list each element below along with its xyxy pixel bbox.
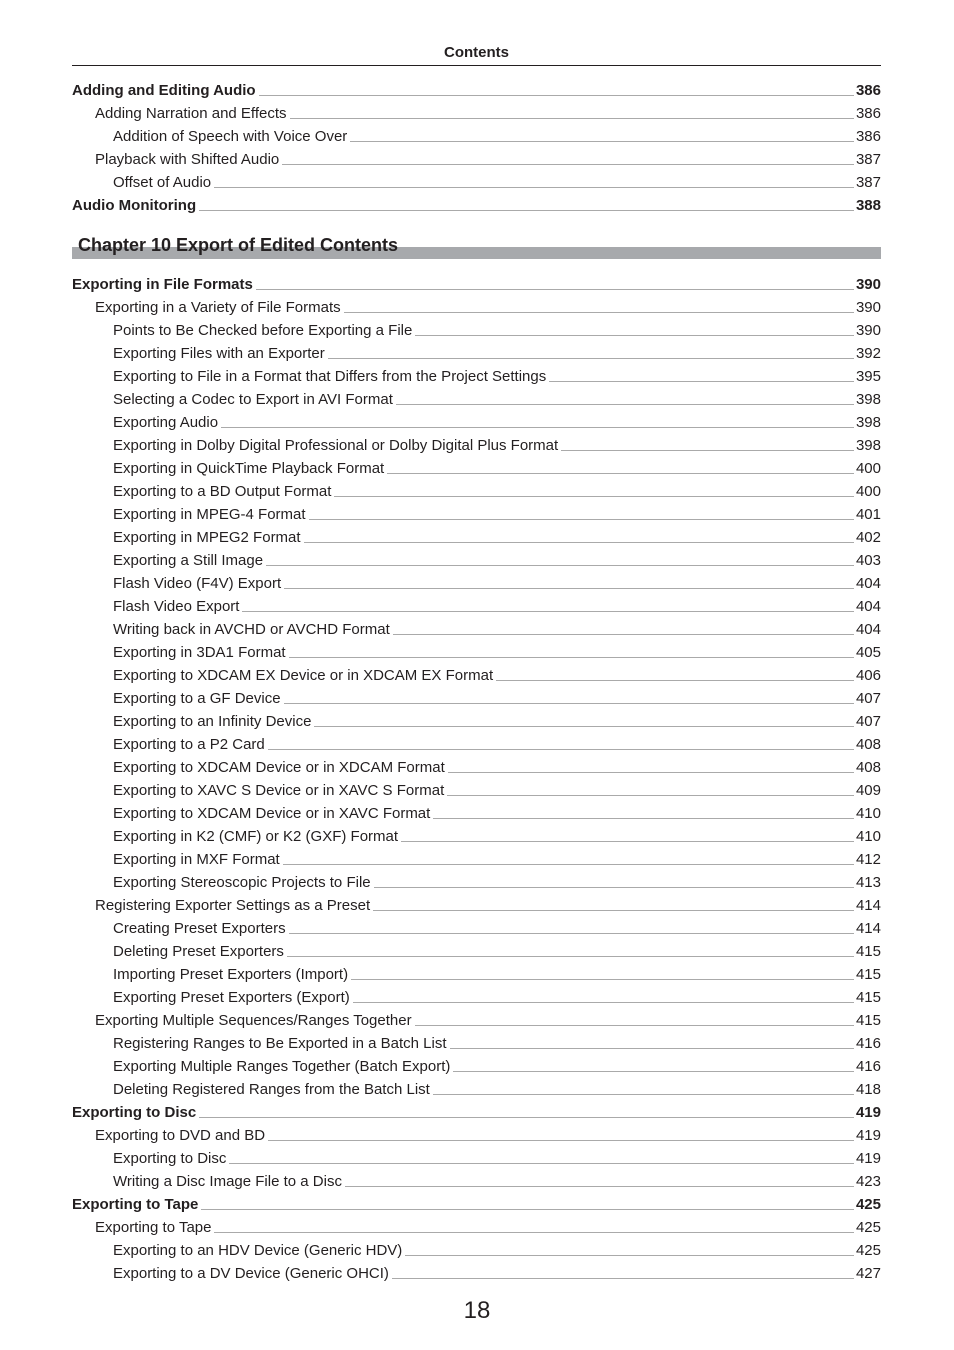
toc-entry[interactable] [72,1053,881,1076]
toc-entry[interactable] [72,317,881,340]
toc-entry[interactable] [72,77,881,100]
toc-entry[interactable] [72,501,881,524]
toc-entry-page: 398 [855,437,881,454]
toc-entry[interactable] [72,685,881,708]
dot-leader [289,657,854,658]
dot-leader [350,141,854,142]
toc-entry-title: Deleting Preset Exporters [113,943,284,960]
dot-leader [393,634,854,635]
toc-entry-title: Importing Preset Exporters (Import) [113,966,349,983]
toc-entry[interactable] [72,984,881,1007]
toc-entry-title: Exporting to XDCAM Device or in XAVC Format [113,805,431,822]
toc-entry[interactable] [72,731,881,754]
toc-entry[interactable] [72,146,881,169]
toc-entry[interactable] [72,708,881,731]
chapter-title: Chapter 10 Export of Edited Contents [78,235,399,255]
toc-entry-page: 388 [855,197,881,214]
dot-leader [214,187,854,188]
dot-leader [496,680,854,681]
toc-entry[interactable] [72,1076,881,1099]
toc-entry[interactable] [72,938,881,961]
dot-leader [396,404,854,405]
toc-entry-title: Exporting in MXF Format [113,851,280,868]
dot-leader [405,1255,854,1256]
header-title: Contents [444,44,509,61]
dot-leader [351,979,854,980]
toc-entry-title: Exporting in K2 (CMF) or K2 (GXF) Format [113,828,399,845]
toc-entry-title: Exporting Audio [113,414,219,431]
toc-entry-title: Exporting to XDCAM Device or in XDCAM Format [113,759,445,776]
toc-entry[interactable] [72,363,881,386]
toc-entry[interactable] [72,547,881,570]
dot-leader [221,427,854,428]
toc-section-audio [72,77,881,215]
toc-entry[interactable] [72,1145,881,1168]
toc-section-export [72,271,881,1283]
dot-leader [283,864,854,865]
toc-entry[interactable] [72,169,881,192]
toc-entry-title: Exporting Stereoscopic Projects to File [113,874,371,891]
dot-leader [284,703,854,704]
dot-leader [201,1209,854,1210]
toc-entry[interactable] [72,616,881,639]
dot-leader [309,519,854,520]
toc-entry-title: Exporting to Disc [113,1150,227,1167]
toc-entry-title: Points to Be Checked before Exporting a File [113,322,413,339]
toc-entry-title: Exporting to a DV Device (Generic OHCI) [113,1265,389,1282]
toc-entry-page: 400 [855,460,881,477]
toc-entry-page: 387 [855,174,881,191]
toc-entry-title: Writing a Disc Image File to a Disc [113,1173,342,1190]
dot-leader [448,772,854,773]
dot-leader [304,542,854,543]
toc-entry[interactable] [72,478,881,501]
toc-entry-page: 387 [855,151,881,168]
toc-entry-page: 400 [855,483,881,500]
dot-leader [284,588,854,589]
toc-entry-page: 392 [855,345,881,362]
toc-entry[interactable] [72,192,881,215]
toc-entry-page: 386 [855,128,881,145]
toc-entry-title: Exporting Multiple Sequences/Ranges Together [95,1012,412,1029]
dot-leader [415,335,854,336]
toc-entry-page: 425 [855,1242,881,1259]
toc-entry-page: 418 [855,1081,881,1098]
dot-leader [561,450,854,451]
toc-entry-title: Exporting to a GF Device [113,690,281,707]
toc-entry[interactable] [72,1122,881,1145]
toc-entry-title: Adding and Editing Audio [72,82,256,99]
dot-leader [549,381,854,382]
toc-entry-page: 390 [855,276,881,293]
toc-entry-page: 386 [855,105,881,122]
toc-entry-page: 415 [855,1012,881,1029]
toc-entry-page: 408 [855,759,881,776]
toc-entry-title: Exporting in File Formats [72,276,253,293]
toc-entry-title: Creating Preset Exporters [113,920,286,937]
toc-entry-page: 419 [855,1104,881,1121]
dot-leader [450,1048,854,1049]
toc-entry-title: Exporting to Disc [72,1104,197,1121]
toc-entry-page: 425 [855,1196,881,1213]
toc-entry-title: Exporting in a Variety of File Formats [95,299,341,316]
toc-entry-page: 407 [855,690,881,707]
toc-entry-title: Playback with Shifted Audio [95,151,280,168]
toc-entry-page: 407 [855,713,881,730]
toc-entry-page: 390 [855,299,881,316]
toc-entry-page: 423 [855,1173,881,1190]
dot-leader [328,358,854,359]
toc-entry-page: 412 [855,851,881,868]
dot-leader [266,565,854,566]
dot-leader [259,95,854,96]
toc-entry-title: Flash Video Export [113,598,240,615]
toc-entry-page: 415 [855,943,881,960]
dot-leader [373,910,854,911]
dot-leader [433,818,854,819]
toc-entry[interactable] [72,432,881,455]
toc-entry[interactable] [72,1191,881,1214]
dot-leader [387,473,854,474]
toc-entry[interactable] [72,593,881,616]
toc-entry-page: 427 [855,1265,881,1282]
toc-entry[interactable] [72,1214,881,1237]
toc-entry[interactable] [72,1007,881,1030]
toc-entry-title: Exporting Files with an Exporter [113,345,325,362]
toc-entry-page: 406 [855,667,881,684]
toc-entry[interactable] [72,1260,881,1283]
toc-entry[interactable] [72,800,881,823]
dot-leader [242,611,854,612]
toc-entry[interactable] [72,409,881,432]
toc-entry[interactable] [72,294,881,317]
toc-entry[interactable] [72,123,881,146]
toc-entry-page: 398 [855,391,881,408]
toc-entry-title: Exporting in MPEG2 Format [113,529,301,546]
toc-entry[interactable] [72,754,881,777]
toc-entry-page: 413 [855,874,881,891]
toc-entry-title: Exporting Multiple Ranges Together (Batch Export) [113,1058,451,1075]
toc-entry-title: Exporting to XAVC S Device or in XAVC S Format [113,782,445,799]
toc-entry-page: 419 [855,1127,881,1144]
page-number: 18 [463,1297,491,1324]
toc-entry-title: Exporting to an Infinity Device [113,713,312,730]
toc-entry-title: Writing back in AVCHD or AVCHD Format [113,621,390,638]
dot-leader [447,795,854,796]
dot-leader [199,210,854,211]
toc-entry-title: Flash Video (F4V) Export [113,575,282,592]
dot-leader [287,956,854,957]
toc-entry-title: Exporting to Tape [95,1219,212,1236]
toc-entry-page: 395 [855,368,881,385]
toc-entry[interactable] [72,570,881,593]
toc-entry-page: 403 [855,552,881,569]
toc-entry-title: Selecting a Codec to Export in AVI Format [113,391,393,408]
toc-entry-page: 425 [855,1219,881,1236]
toc-entry-title: Exporting to a BD Output Format [113,483,332,500]
toc-entry[interactable] [72,1099,881,1122]
toc-entry[interactable] [72,961,881,984]
toc-entry-page: 386 [855,82,881,99]
toc-entry-page: 410 [855,828,881,845]
toc-entry-title: Exporting in 3DA1 Format [113,644,286,661]
toc-entry-title: Exporting in QuickTime Playback Format [113,460,385,477]
toc-entry-page: 405 [855,644,881,661]
toc-entry[interactable] [72,1168,881,1191]
dot-leader [344,312,854,313]
dot-leader [392,1278,854,1279]
toc-entry[interactable] [72,340,881,363]
toc-entry-page: 416 [855,1035,881,1052]
dot-leader [282,164,854,165]
toc-entry-page: 404 [855,575,881,592]
toc-entry-title: Exporting a Still Image [113,552,264,569]
toc-entry-title: Exporting to an HDV Device (Generic HDV) [113,1242,403,1259]
toc-entry[interactable] [72,100,881,123]
toc-entry[interactable] [72,915,881,938]
dot-leader [374,887,854,888]
dot-leader [268,1140,854,1141]
toc-entry[interactable] [72,1237,881,1260]
toc-entry[interactable] [72,892,881,915]
toc-entry[interactable] [72,823,881,846]
toc-entry-title: Exporting to DVD and BD [95,1127,266,1144]
toc-entry-title: Registering Ranges to Be Exported in a Batch List [113,1035,447,1052]
toc-entry-page: 419 [855,1150,881,1167]
dot-leader [401,841,854,842]
toc-entry-page: 401 [855,506,881,523]
toc-entry[interactable] [72,1030,881,1053]
dot-leader [415,1025,854,1026]
toc-entry-page: 402 [855,529,881,546]
dot-leader [199,1117,854,1118]
toc-entry-title: Registering Exporter Settings as a Preset [95,897,371,914]
toc-entry[interactable] [72,639,881,662]
toc-entry-page: 404 [855,598,881,615]
toc-entry[interactable] [72,777,881,800]
toc-entry-title: Deleting Registered Ranges from the Batch List [113,1081,430,1098]
dot-leader [314,726,854,727]
toc-entry[interactable] [72,386,881,409]
dot-leader [453,1071,854,1072]
toc-entry-title: Exporting to Tape [72,1196,199,1213]
toc-entry-title: Audio Monitoring [72,197,197,214]
toc-entry[interactable] [72,455,881,478]
toc-entry[interactable] [72,524,881,547]
toc-entry-title: Exporting to File in a Format that Differs from the Project Settings [113,368,547,385]
dot-leader [229,1163,854,1164]
toc-entry-page: 404 [855,621,881,638]
toc-entry-page: 414 [855,897,881,914]
toc-entry-title: Exporting in MPEG-4 Format [113,506,306,523]
toc-entry[interactable] [72,271,881,294]
dot-leader [353,1002,854,1003]
toc-entry-title: Adding Narration and Effects [95,105,287,122]
toc-entry-page: 410 [855,805,881,822]
toc-entry-title: Exporting in Dolby Digital Professional or Dolby Digital Plus Format [113,437,559,454]
dot-leader [214,1232,853,1233]
toc-entry[interactable] [72,869,881,892]
toc-entry-page: 415 [855,989,881,1006]
toc-entry[interactable] [72,662,881,685]
dot-leader [433,1094,854,1095]
toc-entry-page: 414 [855,920,881,937]
toc-entry-page: 409 [855,782,881,799]
toc-entry-page: 398 [855,414,881,431]
toc-entry-title: Addition of Speech with Voice Over [113,128,348,145]
toc-entry-title: Exporting Preset Exporters (Export) [113,989,350,1006]
toc-entry-page: 408 [855,736,881,753]
toc-entry-page: 416 [855,1058,881,1075]
dot-leader [290,118,854,119]
toc-entry-title: Offset of Audio [113,174,212,191]
toc-entry-title: Exporting to XDCAM EX Device or in XDCAM EX Format [113,667,494,684]
dot-leader [345,1186,854,1187]
dot-leader [256,289,854,290]
toc-entry-page: 415 [855,966,881,983]
toc-entry[interactable] [72,846,881,869]
chapter-heading [72,230,881,260]
dot-leader [334,496,854,497]
dot-leader [289,933,854,934]
page-header [72,44,881,66]
dot-leader [268,749,854,750]
toc-entry-page: 390 [855,322,881,339]
toc-entry-title: Exporting to a P2 Card [113,736,265,753]
